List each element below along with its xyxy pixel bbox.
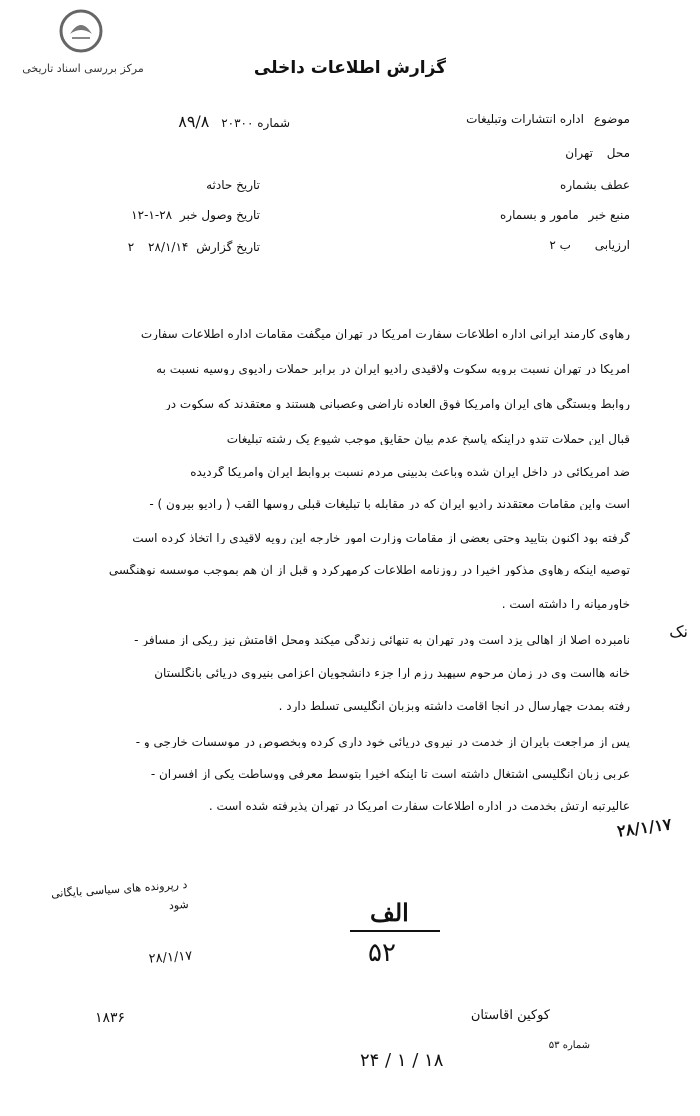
date-report-row	[70, 240, 260, 254]
body-line: ضد آمریکائی در داخل ایران شده وباعث بدبینی مردم نسبت بروابط ایران وآمریکا گردیده	[190, 466, 630, 478]
reference-row	[550, 178, 630, 192]
body-line: آمریکا در تهران نسبت بروبه سکوت ولاقیدی رادیو ایران در برابر حملات رادیوی روسیه نسبت به	[156, 363, 630, 375]
date-event-label: تاریخ حادثه	[206, 178, 260, 192]
number-row	[120, 112, 290, 131]
evaluation-row	[549, 238, 630, 252]
source-value: مامور و بسماره	[499, 208, 579, 222]
document-title: گزارش اطلاعات داخلی	[253, 58, 447, 78]
place-value: تهران	[565, 146, 593, 160]
handwritten-line: د رپرونده های سیاسی بایگانی شود	[50, 877, 190, 912]
body-line: خانه هااست وی در زمان مرحوم سپهبد رزم آرا جزء دانشجویان اعزامی بنیروی دریائی بانگلستان	[154, 667, 630, 679]
signature-label: کوکین اقاستان	[470, 1008, 550, 1023]
body-line: عالیرتبه ارتش بخدمت در اداره اطلاعات سفارت آمریکا در تهران پذیرفته شده است .	[208, 800, 630, 812]
archive-logo-icon	[58, 8, 104, 54]
body-line: روابط وبستگی های ایران وآمریکا فوق العاده ناراضی وعصبانی هستند و معتقدند که سکوت در	[164, 398, 630, 410]
body-line: قبال این حملات تندو دراینکه پاسخ عدم بیان حقایق موجب شیوع یک رشته تبلیغات	[226, 433, 630, 445]
bottom-date: ۲۴ / ۱ / ۱۸	[360, 1050, 444, 1071]
date-received-row	[110, 208, 260, 222]
body-line: پس از مراجعت بایران از خدمت در نیروی دریائی خود داری کرده وبخصوص در موسسات خارجی و -	[135, 736, 630, 748]
date-report-extra: ۲	[127, 240, 135, 254]
place-row	[565, 146, 630, 160]
body-line: رفته بمدت چهارسال در آنجا اقامت داشته وبزبان انگلیسی تسلط دارد .	[278, 700, 630, 712]
evaluation-label: ارزیابی	[594, 238, 630, 252]
bottom-left-date: ۱۸۳۶	[95, 1010, 126, 1026]
side-mark: ۲۸/۱/۱۷	[616, 814, 674, 841]
number-mark: ۸۹/۸	[178, 112, 210, 131]
number-label: شماره ۲۰۳۰۰	[221, 116, 290, 130]
date-report-value: ۲۸/۱/۱۴	[148, 240, 189, 254]
place-label: محل	[606, 146, 630, 160]
body-line: توصیه اینکه رهاوی مذکور اخیرا در روزنامه اطلاعات کرمهرکرد و قبل از آن هم بموجب موسسه نوهنگسی	[108, 564, 630, 576]
subject-row	[466, 112, 630, 126]
body-line: عربی زبان انگلیسی اشتغال داشته است تا اینکه اخیرا بتوسط معرفی ووساطت یکی از افسران -	[150, 768, 630, 780]
body-line: رهاوی کارمند ایرانی اداره اطلاعات سفارت آمریکا در تهران میگفت مقامات اداره اطلاعات سفارت	[140, 328, 630, 340]
body-line: خاورمیانه را داشته است .	[501, 598, 630, 610]
date-received-value: ۲۸-۱-۱۲	[131, 208, 173, 222]
date-received-label: تاریخ وصول خبر	[179, 208, 260, 222]
subject-value: اداره انتشارات وتبلیغات	[466, 112, 584, 126]
source-row	[500, 208, 630, 222]
margin-note: نک	[669, 622, 688, 641]
signature-note: شماره ۵۳	[548, 1040, 590, 1051]
body-line: است واین مقامات معتقدند رادیو ایران که در مقابله با تبلیغات قبلی روسها القب ( رادیو بیرون ) -	[149, 498, 630, 510]
body-line: نامبرده اصلا از اهالی یزد است ودر تهران به تنهائی زندگی میکند ومحل اقامتش نیز ریکی از مسافر -	[134, 634, 630, 646]
body-line: گرفته بود اکنون بتایید وحتی بعضی از مقامات وزارت امور خارجه این رویه لاقیدی را اتخاذ کرده است	[132, 532, 630, 544]
stamp-divider	[350, 930, 440, 932]
watermark-text: مرکز بررسی اسناد تاریخی	[22, 62, 144, 75]
date-report-label: تاریخ گزارش	[196, 240, 260, 254]
handwritten-note	[37, 875, 193, 978]
subject-label: موضوع	[593, 112, 630, 126]
stamp-number: ۵۲	[368, 938, 396, 968]
stamp-letter: الف	[370, 898, 409, 927]
evaluation-value: ب ۲	[549, 238, 571, 252]
date-event-row	[110, 178, 260, 192]
reference-label: عطف بشماره	[560, 178, 630, 192]
handwritten-date: ۲۸/۱/۱۷	[148, 948, 193, 967]
source-label: منبع خبر	[588, 208, 630, 222]
